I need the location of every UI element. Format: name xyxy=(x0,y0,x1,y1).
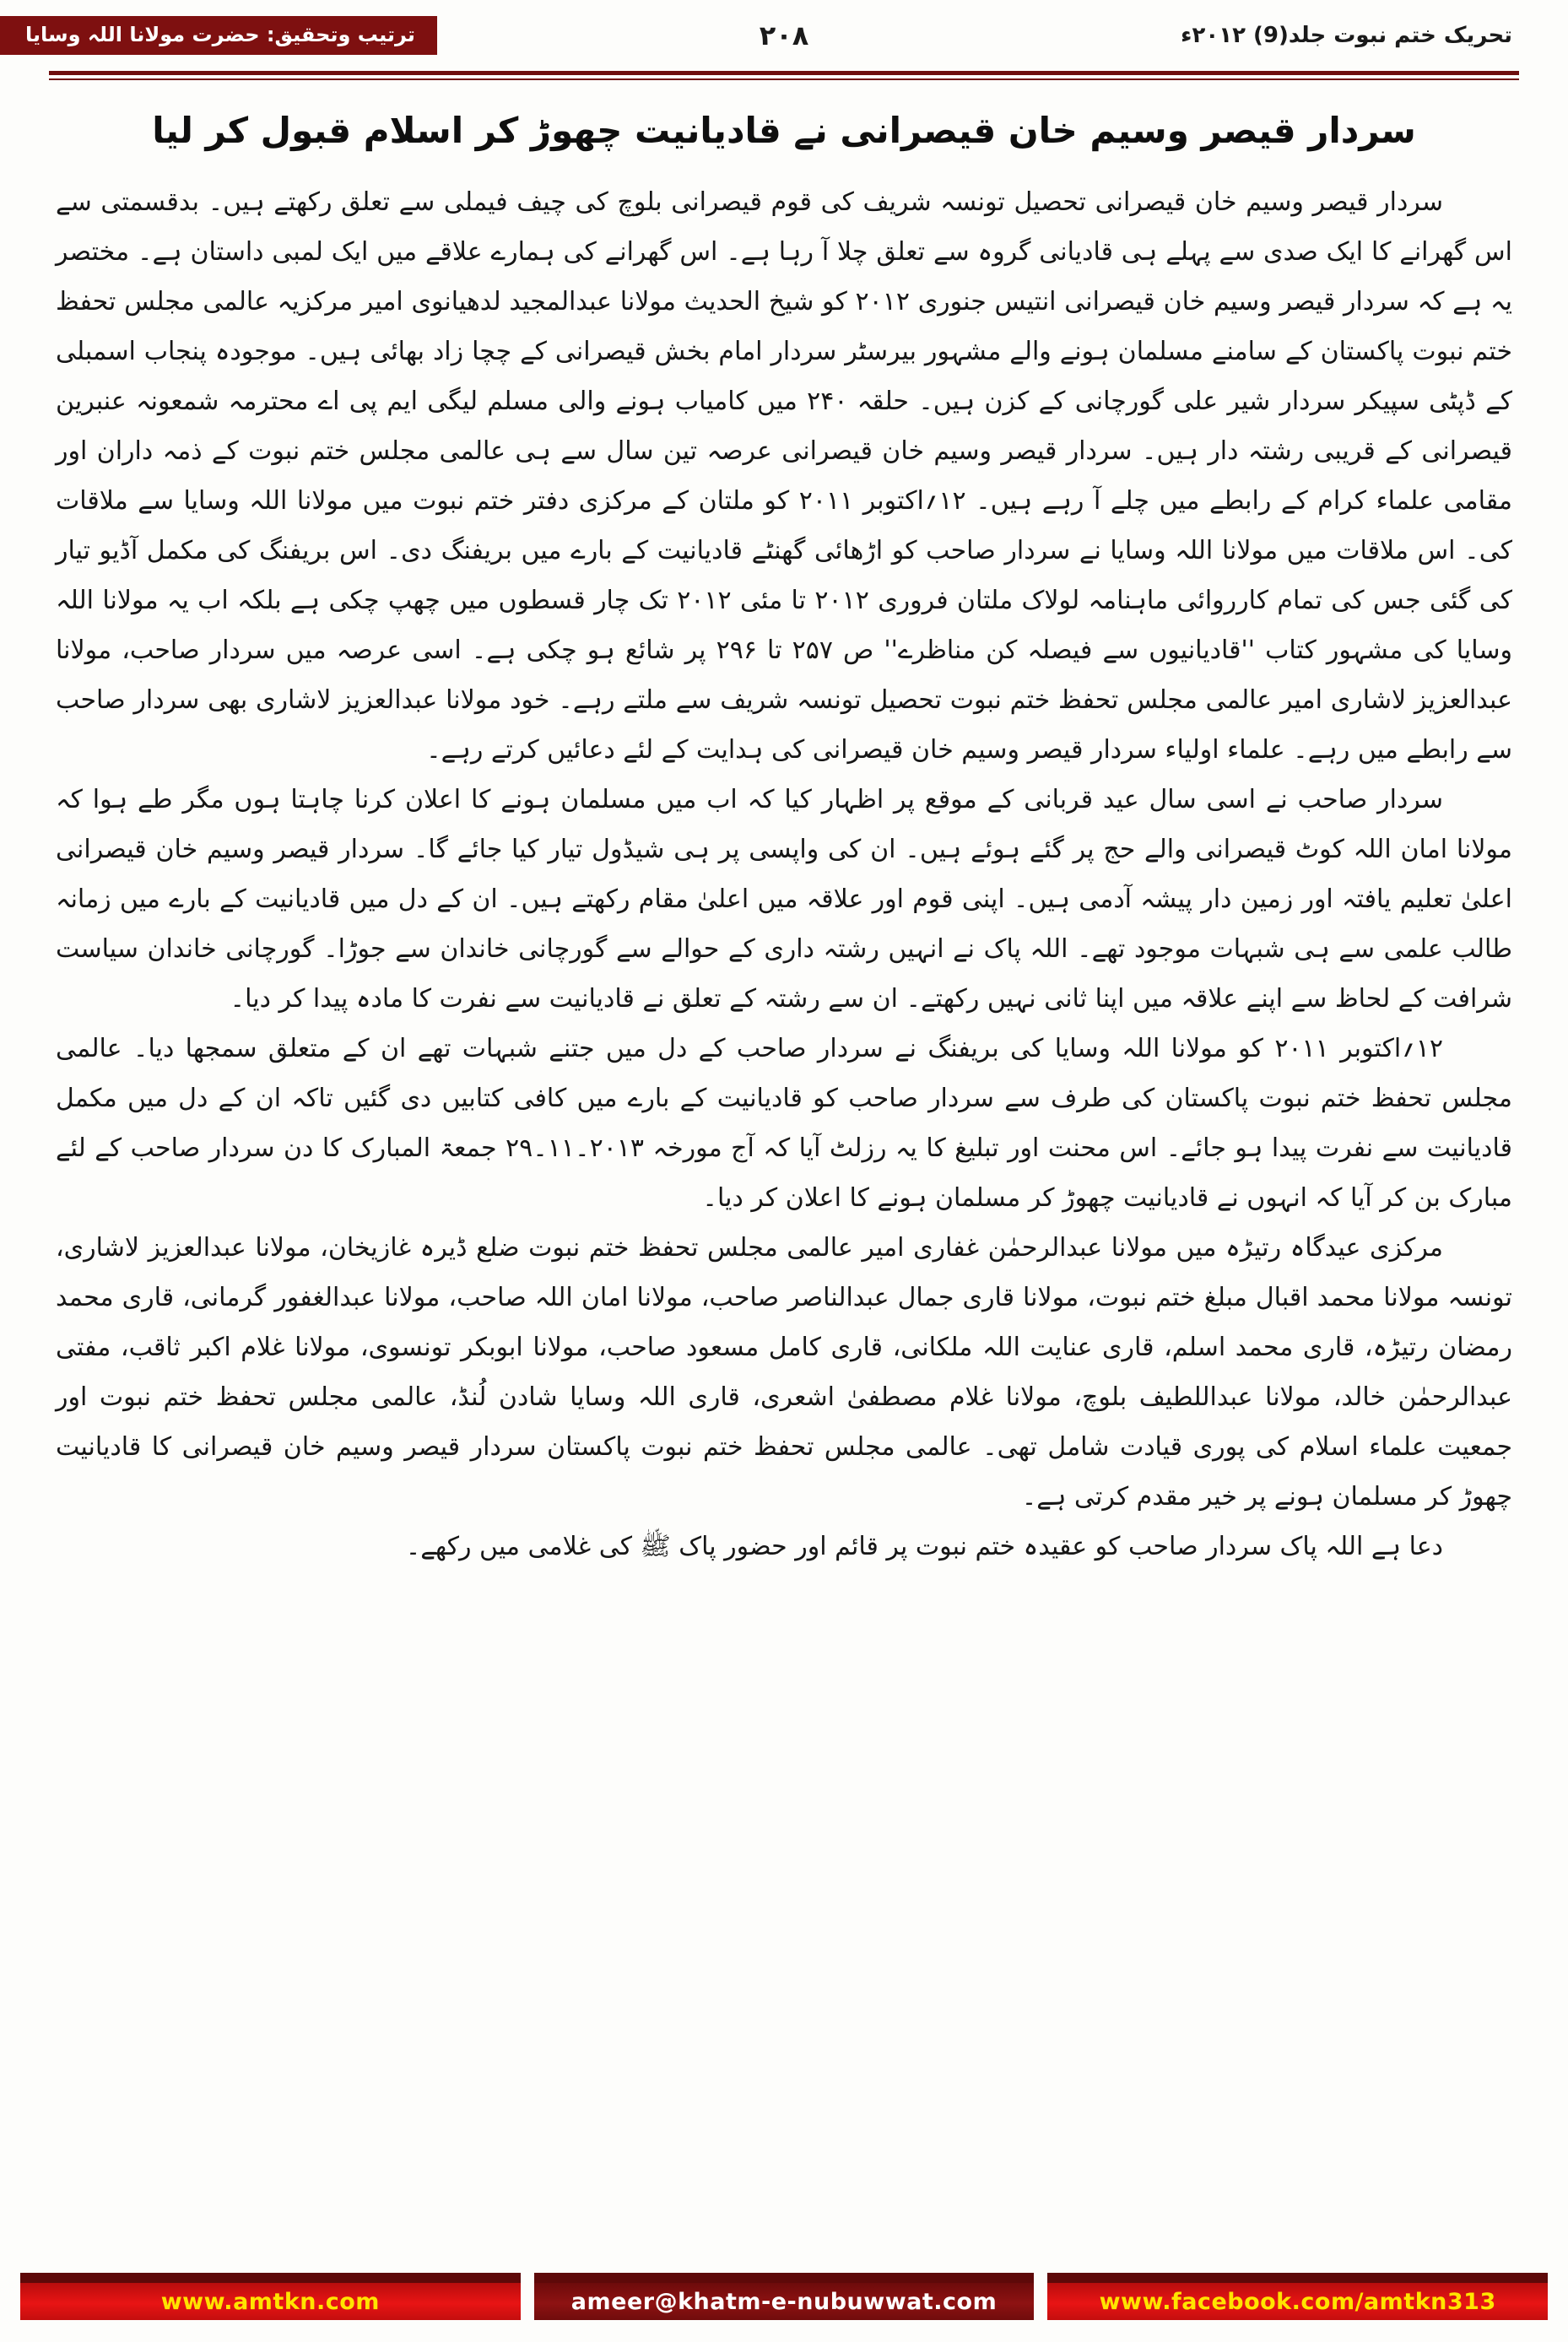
header-editor-badge: ترتیب وتحقیق: حضرت مولانا اللہ وسایا xyxy=(0,16,437,55)
header-volume-title: تحریک ختم نبوت جلد(9) ۲۰۱۲ء xyxy=(1181,23,1512,48)
paragraph: سردار قیصر وسیم خان قیصرانی تحصیل تونسہ شریف کی قوم قیصرانی بلوچ کی چیف فیملی سے تعلق رکھتے ہیں۔ بدقسمتی سے اس گھرانے کا ایک صدی سے پہلے ہی قادیانی گروہ سے تعلق چلا آ رہا ہے۔ اس گھرانے کی ہمارے علاقے میں ایک لمبی داستان ہے۔ مختصر یہ ہے کہ سردار قیصر وسیم خان قیصرانی انتیس جنوری ۲۰۱۲ کو شیخ الحدیث مولانا عبدالمجید لدھیانوی امیر مرکزیہ عالمی مجلس تحفظ ختم نبوت پاکستان کے سامنے مسلمان ہونے والے مشہور بیرسٹر سردار امام بخش قیصرانی کے چچا زاد بھائی ہیں۔ موجودہ پنجاب اسمبلی کے ڈپٹی سپیکر سردار شیر علی گورچانی کے کزن ہیں۔ حلقہ ۲۴۰ میں کامیاب ہونے والی مسلم لیگی ایم پی اے محترمہ شمعونہ عنبرین قیصرانی کے قریبی رشتہ دار ہیں۔ سردار قیصر وسیم خان قیصرانی عرصہ تین سال سے ہی عالمی مجلس ختم نبوت کے ذمہ داران اور مقامی علماء کرام کے رابطے میں چلے آ رہے ہیں۔ ۱۲؍اکتوبر ۲۰۱۱ کو ملتان کے مرکزی دفتر ختم نبوت میں مولانا اللہ وسایا سے ملاقات کی۔ اس ملاقات میں مولانا اللہ وسایا نے سردار صاحب کو اڑھائی گھنٹے قادیانیت کے بارے میں بریفنگ دی۔ اس بریفنگ کی مکمل آڈیو تیار کی گئی جس کی تمام کارروائی ماہنامہ لولاک ملتان فروری ۲۰۱۲ تا مئی ۲۰۱۲ تک چار قسطوں میں چھپ چکی ہے بلکہ اب یہ مولانا اللہ وسایا کی مشہور کتاب ''قادیانیوں سے فیصلہ کن مناظرے'' ص ۲۵۷ تا ۲۹۶ پر شائع ہو چکی ہے۔ اسی عرصہ میں سردار صاحب، مولانا عبدالعزیز لاشاری امیر عالمی مجلس تحفظ ختم نبوت تحصیل تونسہ شریف سے ملتے رہے۔ خود مولانا عبدالعزیز لاشاری بھی سردار صاحب سے رابطے میں رہے۔ علماء اولیاء سردار قیصر وسیم خان قیصرانی کی ہدایت کے لئے دعائیں کرتے رہے۔ xyxy=(56,187,1513,765)
paragraph: مرکزی عیدگاہ رتیڑہ میں مولانا عبدالرحمٰن غفاری امیر عالمی مجلس تحفظ ختم نبوت ضلع ڈیرہ غازیخان، مولانا عبدالعزیز لاشاری، تونسہ مولانا محمد اقبال مبلغ ختم نبوت، مولانا قاری جمال عبدالناصر صاحب، مولانا امان اللہ صاحب، مولانا عبدالغفور گرمانی، قاری محمد رمضان رتیڑہ، قاری محمد اسلم، قاری عنایت اللہ ملکانی، قاری کامل مسعود صاحب، مولانا ابوبکر تونسوی، مولانا غلام اکبر ثاقب، مفتی عبدالرحمٰن خالد، مولانا عبداللطیف بلوچ، مولانا غلام مصطفیٰ اشعری، قاری اللہ وسایا شادن لُنڈ، عالمی مجلس تحفظ ختم نبوت اور جمعیت علماء اسلام کی پوری قیادت شامل تھی۔ عالمی مجلس تحفظ ختم نبوت پاکستان سردار قیصر وسیم خان قیصرانی کا قادیانیت چھوڑ کر مسلمان ہونے پر خیر مقدم کرتی ہے۔ xyxy=(56,1232,1512,1512)
footer-link-website[interactable]: www.amtkn.com xyxy=(20,2273,521,2320)
page-footer xyxy=(20,2273,1548,2320)
paragraph: ۱۲؍اکتوبر ۲۰۱۱ کو مولانا اللہ وسایا کی بریفنگ نے سردار صاحب کے دل میں جتنے شبہات تھے ان کے متعلق سمجھا دیا۔ عالمی مجلس تحفظ ختم نبوت پاکستان کی طرف سے سردار صاحب کو قادیانیت کے بارے میں کافی کتابیں دی گئیں تاکہ ان کے دل میں مکمل قادیانیت سے نفرت پیدا ہو جائے۔ اس محنت اور تبلیغ کا یہ رزلٹ آیا کہ آج مورخہ ۲۰۱۳۔۱۱۔۲۹ جمعۃ المبارک کا دن سردار صاحب کے لئے مبارک بن کر آیا کہ انہوں نے قادیانیت چھوڑ کر مسلمان ہونے کا اعلان کر دیا۔ xyxy=(56,1033,1512,1213)
paragraph-dua: دعا ہے اللہ پاک سردار صاحب کو عقیدہ ختم نبوت پر قائم اور حضور پاک ﷺ کی غلامی میں رکھے۔ xyxy=(405,1531,1443,1561)
paragraph: سردار صاحب نے اسی سال عید قربانی کے موقع پر اظہار کیا کہ اب میں مسلمان ہونے کا اعلان کرنا چاہتا ہوں مگر طے ہوا کہ مولانا امان اللہ کوٹ قیصرانی والے حج پر گئے ہوئے ہیں۔ ان کی واپسی پر ہی شیڈول تیار کیا جائے گا۔ سردار قیصر وسیم خان قیصرانی اعلیٰ تعلیم یافتہ اور زمین دار پیشہ آدمی ہیں۔ اپنی قوم اور علاقہ میں اعلیٰ مقام رکھتے ہیں۔ ان کے دل میں قادیانیت کے بارے میں زمانہ طالب علمی سے ہی شبہات موجود تھے۔ اللہ پاک نے انہیں رشتہ داری کے حوالے سے گورچانی خاندان سے جوڑا۔ گورچانی خاندان سیاست شرافت کے لحاظ سے اپنے علاقہ میں اپنا ثانی نہیں رکھتے۔ ان سے رشتہ کے تعلق نے قادیانیت سے نفرت کا مادہ پیدا کر دیا۔ xyxy=(56,784,1512,1014)
page-number: ۲۰۸ xyxy=(759,19,809,51)
header-divider xyxy=(49,71,1519,80)
article-title: سردار قیصر وسیم خان قیصرانی نے قادیانیت چھوڑ کر اسلام قبول کر لیا xyxy=(152,110,1416,151)
page-header xyxy=(0,0,1568,62)
footer-link-email[interactable]: ameer@khatm-e-nubuwwat.com xyxy=(534,2273,1035,2320)
article-body xyxy=(0,80,1568,1571)
footer-link-facebook[interactable]: www.facebook.com/amtkn313 xyxy=(1047,2273,1548,2320)
